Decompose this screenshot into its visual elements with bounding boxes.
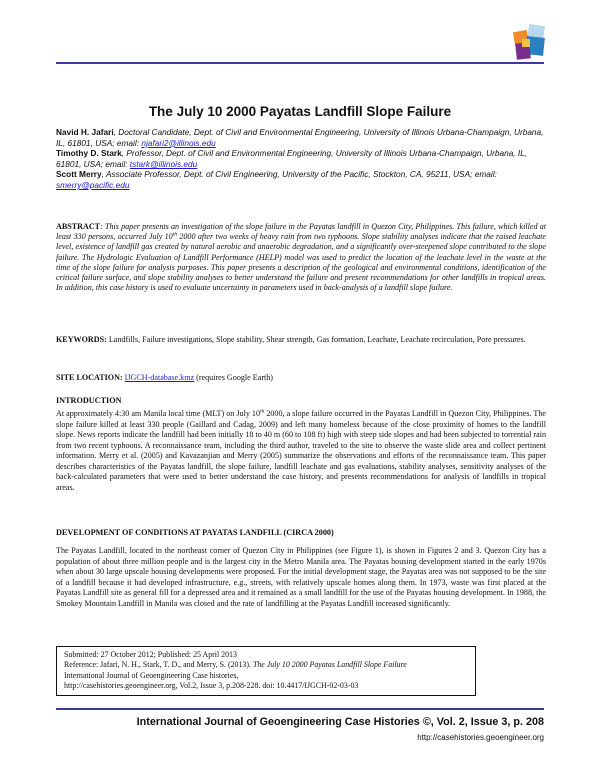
- journal-logo-icon: [508, 23, 548, 63]
- author-affiliation: , Associate Professor, Dept. of Civil Engineering, University of the Pacific, Stockton, CA, 95211, USA; email:: [101, 169, 497, 180]
- section-heading-development: DEVELOPMENT OF CONDITIONS AT PAYATAS LANDFILL (CIRCA 2000): [56, 528, 334, 537]
- author-affiliation: , Professor, Dept. of Civil and Environmental Engineering, University of Illinois Urbana-Champaign, Urbana, IL, 61801, USA; email:: [56, 148, 528, 169]
- site-location-note: (requires Google Earth): [194, 373, 274, 382]
- keywords-text: Landfills, Failure investigations, Slope stability, Shear strength, Gas formation, Leachate, Leachate recirculation, Pore pressures.: [106, 335, 526, 344]
- kmz-download-link[interactable]: IJGCH-database.kmz: [124, 373, 195, 382]
- development-paragraph: The Payatas Landfill, located in the northeast corner of Quezon City in Philippines (see Figure 1), is shown in Figures 2 and 3. Quezon City has a population of about three million people and is the largest city in the Metro Manila area. The Payatas housing development started in the early 1970s when about 30 large upscale housing developments were proposed. For the initial development stage, the Payatas area was not supposed to be the site of a landfill because it had developed infrastructure, e.g., streets, with relatively upscale homes along them. In 1973, waste was first placed at the Payatas Landfill site as general fill for a depressed area and it remained as a small landfill for the use of the Payatas housing development. In 1988, the Smokey Mountain Landfill in Manila was closed and the rate of landfilling at the Payatas Landfill increased significantly.: [56, 546, 546, 608]
- reference-title: The July 10 2000 Payatas Landfill Slope Failure: [252, 660, 407, 670]
- keywords-label: KEYWORDS:: [56, 335, 107, 344]
- author-email-link[interactable]: tstark@illinois.edu: [129, 158, 198, 169]
- section-heading-introduction: INTRODUCTION: [56, 396, 122, 405]
- abstract-superscript: th: [172, 231, 178, 238]
- author-entry: [56, 148, 546, 169]
- keywords: [56, 335, 546, 346]
- author-list: [56, 127, 546, 191]
- abstract: [56, 222, 546, 293]
- author-entry: [56, 169, 546, 190]
- reference-authors: Reference: Jafari, N. H., Stark, T. D., and Merry, S. (2013).: [64, 660, 253, 670]
- site-location: [56, 373, 546, 382]
- reference-doi: http://casehistories.geoengineer.org, Vol.2, Issue 3, p.208-228. doi: 10.4417/IJGCH-02-03-03: [64, 681, 359, 691]
- intro-superscript: th: [260, 408, 265, 415]
- submission-dates: Submitted: 27 October 2012; Published: 25 April 2013: [64, 650, 237, 659]
- footer-rule: [56, 708, 544, 710]
- introduction-paragraph: [56, 409, 546, 493]
- intro-text-cont: 2000, a slope failure occurred in the Payatas Landfill in Quezon City, Philippines. The slope failure killed at least 330 people (Gaillard and Cadag, 2009) and left many homeless because of the close proximity of homes to the landfill slope. News reports indicate the landfill had been initially 18 to 40 m (60 to 108 ft) high with steep side slopes and had been subjected to torrential rain from two recent typhoons. A reconnaissance team, including the third author, traveled to the site to observe the waste slide area and collect pertinent information. Merry et al. (2005) and Kavazanjian and Merry (2005) summarize the observations and efforts of the reconnaissance team. This paper describes characteristics of the Payatas landfill, the slope failure, landfill leachate and gas evaluations, stability analyses, sensitivity analyses of the back-calculated parameters that were used to better understand the case history, and presents recommendations for analysis of landfills in tropical areas.: [56, 409, 546, 492]
- journal-footer: International Journal of Geoengineering Case Histories ©, Vol. 2, Issue 3, p. 208: [136, 716, 544, 728]
- site-location-label: SITE LOCATION:: [56, 373, 123, 382]
- header-rule: [56, 62, 544, 64]
- abstract-text-cont: 2000 after two weeks of heavy rain from two typhoons. Slope stability analyses indicate that the raised leachate level, existence of landfill gas created by natural aerobic and anaerobic degradation, and a significantly over-steepened slope contributed to the slope failure. The Hydrologic Evaluation of Landfill Performance (HELP) model was used to predict the location of the leachate level in the waste at the time of the slope failure for analysis purposes. This paper presents a description of the geological and environmental conditions, identification of the critical failure surface, and slope stability analyses to better understand the failure and present recommendations for other landfills in tropical areas. In addition, this case history is used to evaluate uncertainty in parameters used in back-analysis of a landfill slope failure.: [56, 232, 546, 293]
- journal-url: http://casehistories.geoengineer.org: [417, 733, 544, 742]
- author-email-link[interactable]: njafari2@illinois.edu: [141, 137, 216, 148]
- abstract-text: : This paper presents an investigation of the slope failure in the Payatas landfill in Quezon City, Philippines. This failure, which killed at least 330 persons, occurred July 10: [56, 222, 546, 242]
- author-name: Timothy D. Stark: [56, 148, 122, 159]
- author-name: Navid H. Jafari: [56, 127, 114, 137]
- reference-line: [64, 660, 475, 670]
- abstract-label: ABSTRACT: [56, 222, 101, 231]
- paper-title: The July 10 2000 Payatas Landfill Slope Failure: [148, 104, 452, 119]
- citation-box: [56, 646, 476, 696]
- author-name: Scott Merry: [56, 169, 102, 180]
- intro-text: At approximately 4:30 am Manila local time (MLT) on July 10: [56, 409, 261, 418]
- reference-journal: International Journal of Geoengineering Case histories,: [64, 670, 239, 680]
- author-entry: [56, 127, 546, 148]
- author-email-link[interactable]: smerry@pacific.edu: [56, 179, 130, 190]
- author-affiliation: , Doctoral Candidate, Dept. of Civil and Environmental Engineering, University of Illinois Urbana-Champaign, Urbana, IL, 61801, USA; email:: [56, 127, 544, 148]
